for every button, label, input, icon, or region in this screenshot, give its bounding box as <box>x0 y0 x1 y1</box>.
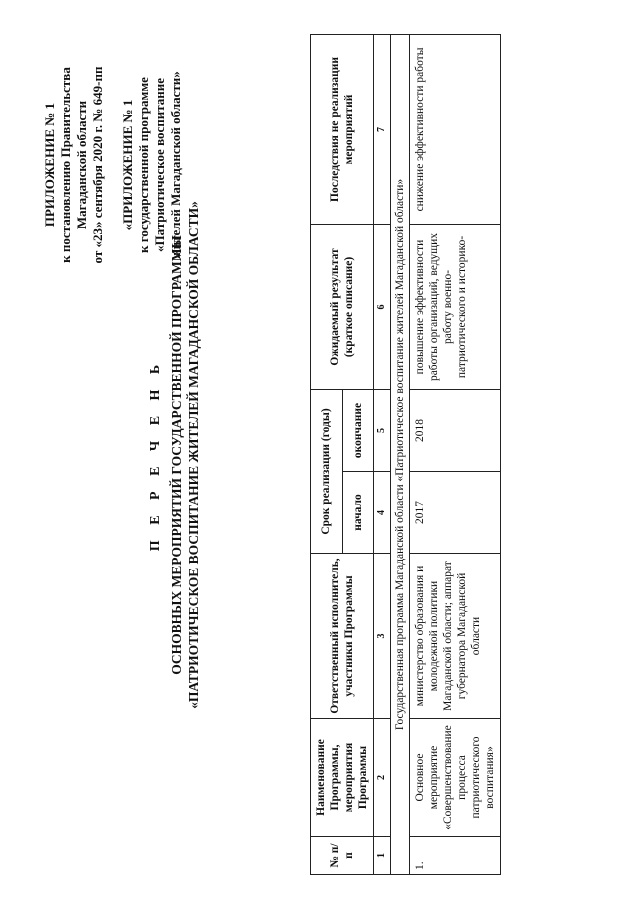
table-row <box>410 34 501 874</box>
row-result: повышение эффективности работы организаций, ведущих работу военно-патриотического и историко- <box>410 224 501 389</box>
header-period: Срок реализации (годы) <box>311 389 343 553</box>
row-end: 2018 <box>410 389 501 471</box>
row-consequences: снижение эффективности работы <box>410 34 501 224</box>
header-consequences: Последствия не реализации мероприятий <box>311 34 374 224</box>
document-title <box>148 145 202 765</box>
header-result: Ожидаемый результат (краткое описание) <box>311 224 374 389</box>
row-name: Основное мероприятие «Совершенствование процесса патриотического воспитания» <box>410 719 501 837</box>
events-table <box>310 34 501 875</box>
header-num: № п/п <box>311 837 374 875</box>
column-number: 2 <box>374 719 391 837</box>
header-end: окончание <box>342 389 374 471</box>
appendix-line-3: Магаданской области <box>74 100 89 230</box>
appendix-line-4: от «23» сентября 2020 г. № 649-пп <box>90 66 105 264</box>
column-numbers-row <box>374 34 391 874</box>
appendix-line-6: к государственной программе <box>136 77 151 253</box>
appendix-line-1: ПРИЛОЖЕНИЕ № 1 <box>42 102 57 228</box>
appendix-line-5: «ПРИЛОЖЕНИЕ № 1 <box>120 99 135 231</box>
program-row <box>391 34 410 874</box>
column-number: 4 <box>374 472 391 554</box>
appendix-line-7: «Патриотическое воспитание <box>152 77 167 253</box>
header-executor: Ответственный исполнитель, участники Программы <box>311 554 374 719</box>
column-number: 7 <box>374 34 391 224</box>
program-title: Государственная программа Магаданской области «Патриотическое воспитание жителей Магаданской области» <box>391 34 410 874</box>
appendix-line-8: жителей Магаданской области» <box>168 71 183 259</box>
appendix-spacer <box>106 40 120 290</box>
appendix-line-2: к постановлению Правительства <box>58 67 73 263</box>
column-number: 5 <box>374 389 391 471</box>
title-line-2: «ПАТРИОТИЧЕСКОЕ ВОСПИТАНИЕ ЖИТЕЛЕЙ МАГАДАНСКОЙ ОБЛАСТИ» <box>186 201 201 709</box>
column-number: 6 <box>374 224 391 389</box>
column-number: 1 <box>374 837 391 875</box>
header-start: начало <box>342 472 374 554</box>
column-number: 3 <box>374 554 391 719</box>
title-spaced: П Е Р Е Ч Е Н Ь <box>148 358 163 552</box>
header-name: Наименование Программы, мероприятия Программы <box>311 719 374 837</box>
row-executor: министерство образования и молодежной политики Магаданской области; аппарат губернатора Магаданской области <box>410 554 501 719</box>
row-num: 1. <box>410 837 501 875</box>
title-line-1: ОСНОВНЫХ МЕРОПРИЯТИЙ ГОСУДАРСТВЕННОЙ ПРОГРАММЫ <box>169 235 184 675</box>
row-start: 2017 <box>410 472 501 554</box>
